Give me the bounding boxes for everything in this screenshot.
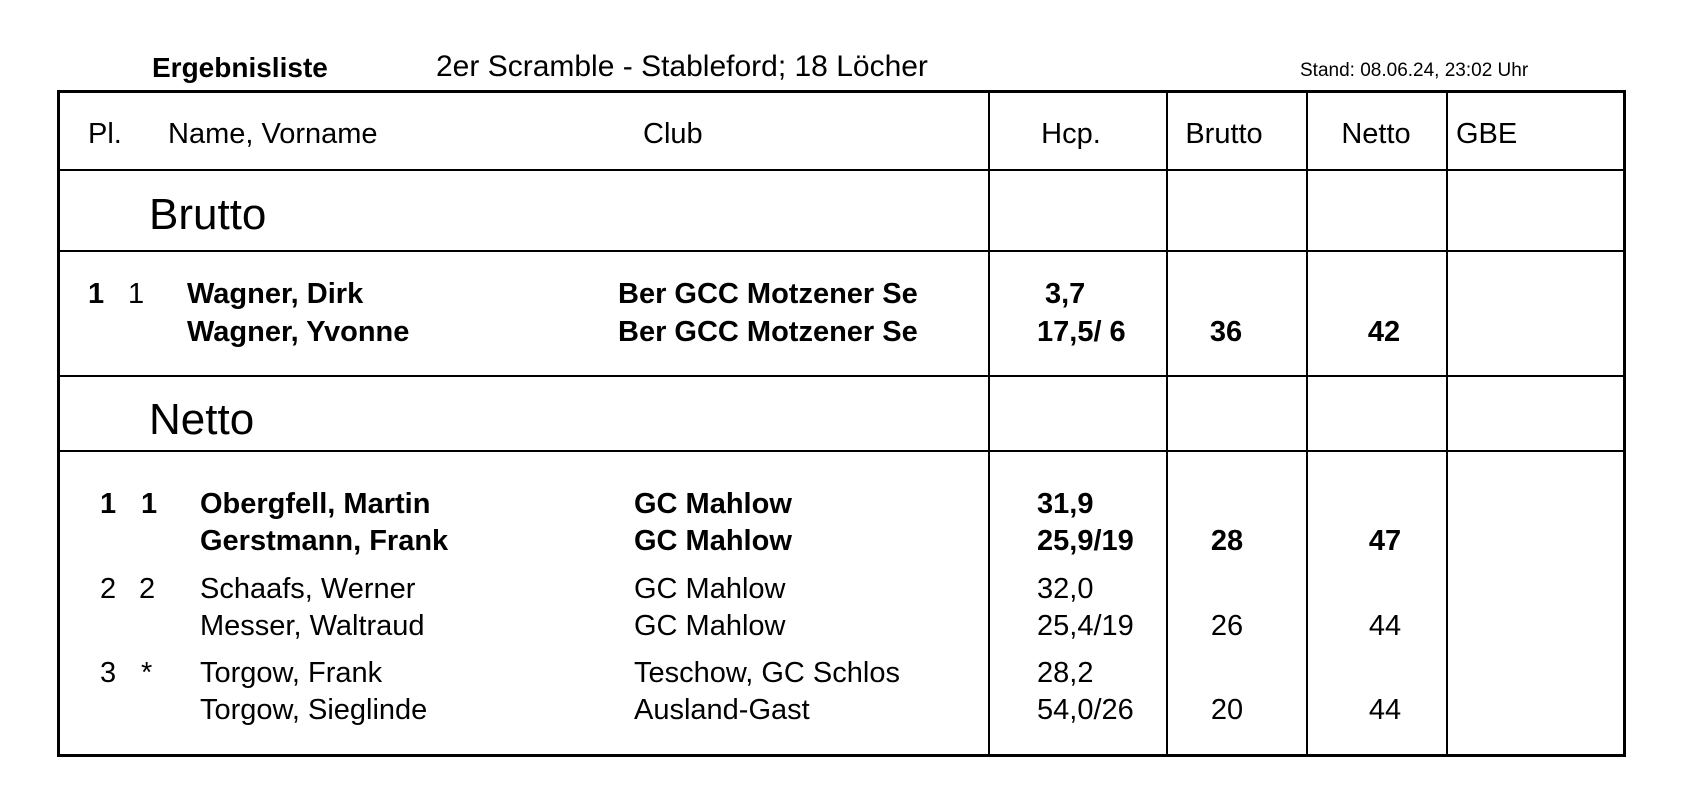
status-timestamp: Stand: 08.06.24, 23:02 Uhr bbox=[1300, 60, 1529, 81]
team-netto-score: 44 bbox=[1368, 694, 1402, 726]
section-divider bbox=[57, 375, 1626, 377]
player-club: Ausland-Gast bbox=[634, 694, 810, 726]
team-place: 2 bbox=[100, 573, 117, 605]
player-hcp: 17,5/ 6 bbox=[1037, 316, 1126, 348]
section-divider bbox=[57, 450, 1626, 452]
col-header-brutto: Brutto bbox=[1185, 118, 1263, 150]
header-divider bbox=[57, 169, 1626, 171]
team-place: 3 bbox=[100, 657, 117, 689]
team-netto-score: 47 bbox=[1368, 525, 1402, 557]
team-place: 1 bbox=[88, 278, 105, 310]
column-divider bbox=[1446, 92, 1448, 755]
team-place: 1 bbox=[100, 488, 117, 520]
section-divider bbox=[57, 250, 1626, 252]
col-header-club: Club bbox=[643, 118, 703, 150]
player-hcp: 25,9/19 bbox=[1037, 525, 1134, 557]
col-header-pl: Pl. bbox=[88, 118, 122, 150]
column-divider bbox=[1166, 92, 1168, 755]
team-rank: 1 bbox=[141, 488, 158, 520]
player-club: GC Mahlow bbox=[634, 573, 786, 605]
team-rank: 2 bbox=[139, 573, 156, 605]
player-club: GC Mahlow bbox=[634, 488, 792, 520]
team-netto-score: 42 bbox=[1367, 316, 1401, 348]
player-name: Messer, Waltraud bbox=[200, 610, 425, 642]
player-club: GC Mahlow bbox=[634, 525, 792, 557]
section-label-brutto: Brutto bbox=[149, 190, 267, 239]
player-club: Ber GCC Motzener Se bbox=[618, 278, 918, 310]
col-header-hcp: Hcp. bbox=[1041, 118, 1101, 150]
team-brutto-score: 28 bbox=[1210, 525, 1244, 557]
col-header-netto: Netto bbox=[1341, 118, 1411, 150]
player-name: Torgow, Sieglinde bbox=[200, 694, 428, 726]
player-club: GC Mahlow bbox=[634, 610, 786, 642]
column-divider bbox=[988, 92, 990, 755]
player-name: Gerstmann, Frank bbox=[200, 525, 449, 557]
player-hcp: 54,0/26 bbox=[1037, 694, 1134, 726]
player-name: Obergfell, Martin bbox=[200, 488, 431, 520]
team-brutto-score: 20 bbox=[1210, 694, 1244, 726]
col-header-gbe: GBE bbox=[1456, 118, 1518, 150]
column-divider bbox=[1306, 92, 1308, 755]
team-rank: 1 bbox=[128, 278, 145, 310]
player-name: Schaafs, Werner bbox=[200, 573, 416, 605]
player-hcp: 28,2 bbox=[1037, 657, 1094, 689]
player-name: Wagner, Dirk bbox=[187, 278, 364, 310]
competition-subtitle: 2er Scramble - Stableford; 18 Löcher bbox=[436, 50, 928, 83]
team-brutto-score: 26 bbox=[1210, 610, 1244, 642]
document-title: Ergebnisliste bbox=[152, 52, 328, 83]
col-header-name: Name, Vorname bbox=[168, 118, 378, 150]
player-club: Ber GCC Motzener Se bbox=[618, 316, 918, 348]
team-netto-score: 44 bbox=[1368, 610, 1402, 642]
team-rank: * bbox=[141, 657, 153, 689]
section-label-netto: Netto bbox=[149, 395, 255, 444]
player-hcp: 3,7 bbox=[1045, 278, 1086, 310]
team-brutto-score: 36 bbox=[1209, 316, 1243, 348]
player-hcp: 32,0 bbox=[1037, 573, 1094, 605]
player-name: Wagner, Yvonne bbox=[187, 316, 410, 348]
player-hcp: 31,9 bbox=[1037, 488, 1094, 520]
player-name: Torgow, Frank bbox=[200, 657, 383, 689]
player-hcp: 25,4/19 bbox=[1037, 610, 1134, 642]
player-club: Teschow, GC Schlos bbox=[634, 657, 900, 689]
